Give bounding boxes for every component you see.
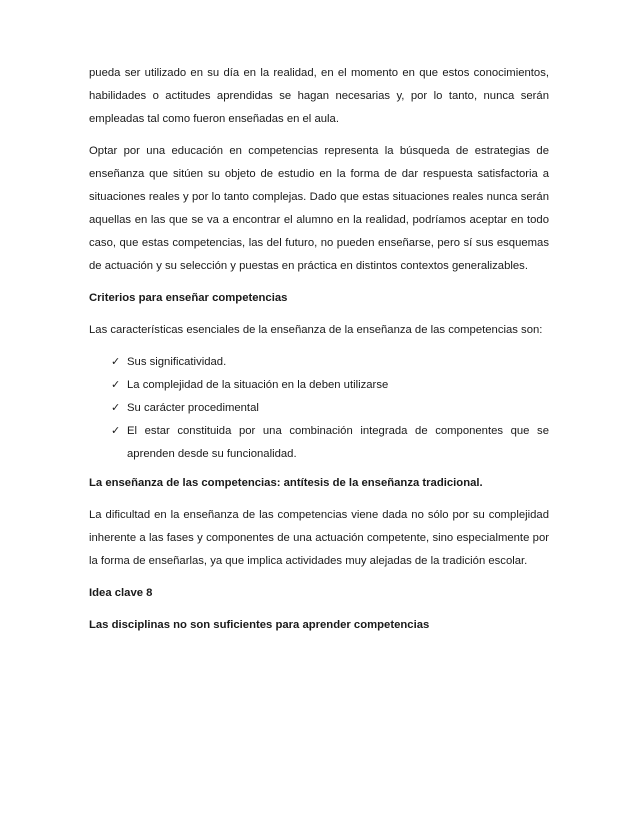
paragraph-intro: pueda ser utilizado en su día en la realidad, en el momento en que estos conocimientos, habilidades o actitudes aprendidas se hagan necesarias y, por lo tanto, nunca serán empleadas tal como fueron enseñadas en el aula. (89, 67, 549, 125)
paragraph-competencias: Optar por una educación en competencias representa la búsqueda de estrategias de enseñanza que sitúen su objeto de estudio en la forma de dar respuesta satisfactoria a situaciones reales y por lo tanto complejas. Dado que estas situaciones reales nunca serán aquellas en las que se va a encontrar el alumno en la realidad, podríamos aceptar en todo caso, que estas competencias, las del futuro, no pueden enseñarse, pero sí sus esquemas de actuación y su selección y puestas en práctica en distintos contextos generalizables. (89, 145, 549, 272)
checkmark-icon: ✓ (111, 402, 121, 414)
checkmark-icon: ✓ (111, 425, 121, 437)
list-item-text: El estar constituida por una combinación integrada de componentes que se aprenden desde su funcionalidad. (127, 425, 549, 460)
heading-disciplinas: Las disciplinas no son suficientes para aprender competencias (89, 619, 430, 631)
checkmark-icon: ✓ (111, 356, 121, 368)
list-item (111, 397, 549, 420)
heading-idea-clave: Idea clave 8 (89, 587, 153, 599)
list-item (111, 374, 549, 397)
paragraph-dificultad: La dificultad en la enseñanza de las competencias viene dada no sólo por su complejidad inherente a las fases y componentes de una actuación competente, sino especialmente por la forma de enseñarlas, ya que implica actividades muy alejadas de la tradición escolar. (89, 509, 549, 567)
checkmark-icon: ✓ (111, 379, 121, 391)
characteristics-checklist (89, 351, 549, 466)
list-item (111, 420, 549, 466)
heading-criterios: Criterios para enseñar competencias (89, 292, 288, 304)
document-page (89, 62, 549, 646)
list-item (111, 351, 549, 374)
list-item-text: Sus significatividad. (127, 356, 227, 368)
paragraph-caracteristicas: Las características esenciales de la enseñanza de la enseñanza de las competencias son: (89, 324, 543, 336)
list-item-text: Su carácter procedimental (127, 402, 259, 414)
list-item-text: La complejidad de la situación en la deben utilizarse (127, 379, 389, 391)
heading-antitesis: La enseñanza de las competencias: antítesis de la enseñanza tradicional. (89, 477, 483, 489)
